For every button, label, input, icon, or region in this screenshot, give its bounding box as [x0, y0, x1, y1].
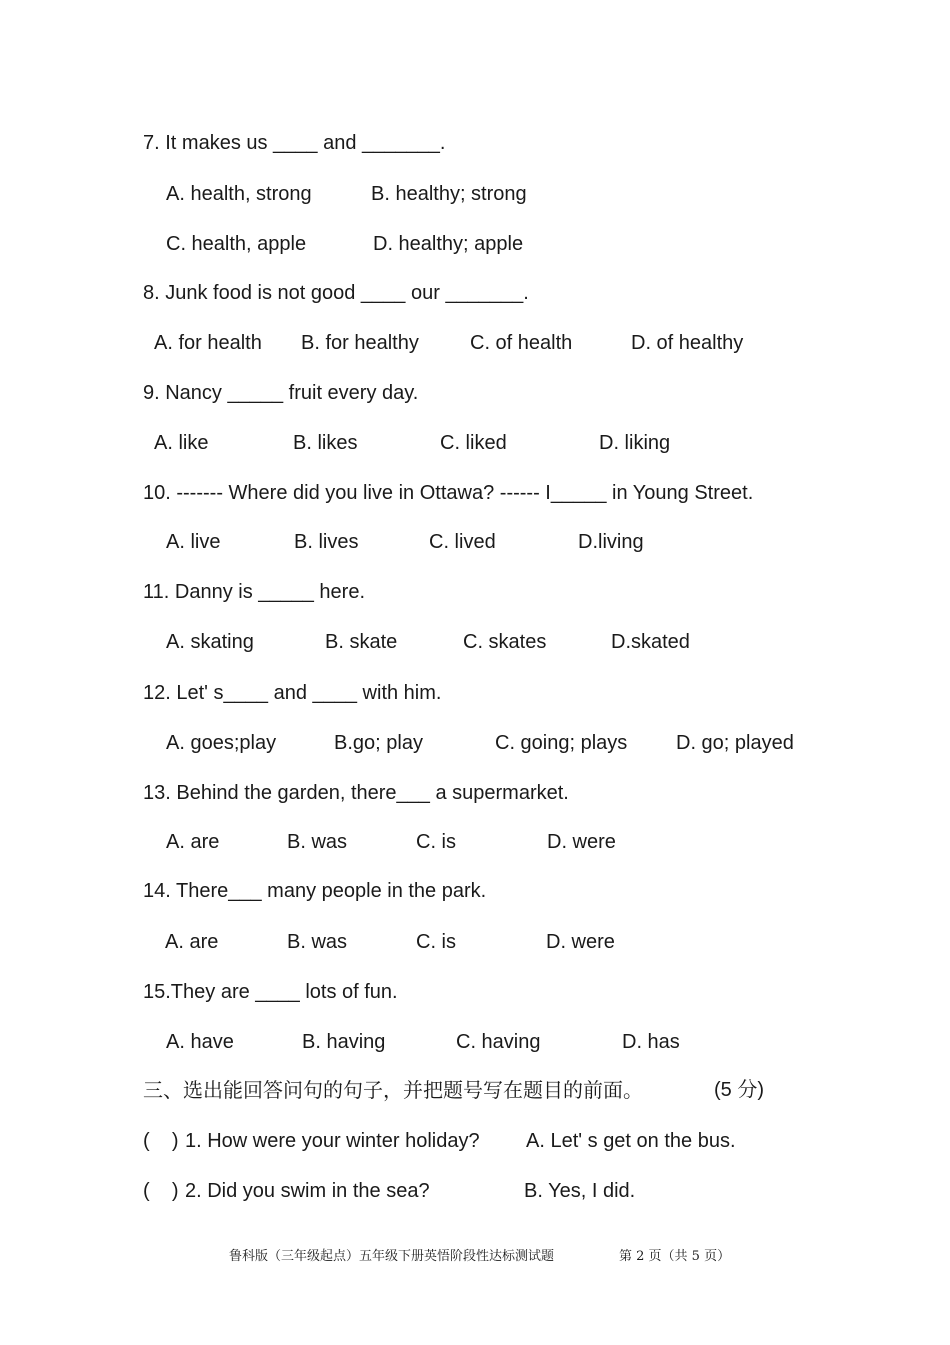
question-12-option-b: B.go; play — [334, 732, 423, 754]
question-8-option-a: A. for health — [154, 332, 262, 354]
answer-bracket: ( ) — [143, 1180, 179, 1202]
section-3-heading: 三、选出能回答问句的句子，并把题号写在题目的前面。 — [143, 1078, 643, 1102]
match-question-2: 2. Did you swim in the sea? — [185, 1180, 430, 1202]
question-9-option-b: B. likes — [293, 432, 358, 454]
question-7-option-d: D. healthy; apple — [373, 233, 524, 255]
question-14-option-d: D. were — [546, 931, 615, 953]
question-7-stem: 7. It makes us ____ and _______. — [143, 132, 446, 154]
question-7-option-b: B. healthy; strong — [371, 183, 527, 205]
question-15-option-b: B. having — [302, 1031, 386, 1053]
question-9-option-d: D. liking — [599, 432, 671, 454]
question-7-option-a: A. health, strong — [166, 183, 312, 205]
match-question-1: 1. How were your winter holiday? — [185, 1130, 480, 1152]
question-8-stem: 8. Junk food is not good ____ our _______. — [143, 282, 529, 304]
question-8-option-b: B. for healthy — [301, 332, 419, 354]
question-12-option-d: D. go; played — [676, 732, 794, 754]
question-8-option-d: D. of healthy — [631, 332, 744, 354]
question-10-stem: 10. ------- Where did you live in Ottawa? ------ I_____ in Young Street. — [143, 482, 754, 504]
question-11-option-c: C. skates — [463, 631, 547, 653]
question-9-stem: 9. Nancy _____ fruit every day. — [143, 382, 419, 404]
question-15-option-c: C. having — [456, 1031, 541, 1053]
question-14-option-a: A. are — [165, 931, 219, 953]
match-answer-b: B. Yes, I did. — [524, 1180, 636, 1202]
question-10-option-c: C. lived — [429, 531, 496, 553]
match-answer-a: A. Let' s get on the bus. — [526, 1130, 736, 1152]
question-10-option-b: B. lives — [294, 531, 359, 553]
question-13-option-d: D. were — [547, 831, 616, 853]
question-13-stem: 13. Behind the garden, there___ a supermarket. — [143, 782, 569, 804]
question-14-option-c: C. is — [416, 931, 456, 953]
question-12-option-a: A. goes;play — [166, 732, 277, 754]
answer-bracket: ( ) — [143, 1130, 179, 1152]
question-12-stem: 12. Let' s____ and ____ with him. — [143, 682, 442, 704]
question-11-option-b: B. skate — [325, 631, 398, 653]
question-13-option-a: A. are — [166, 831, 220, 853]
question-11-option-d: D.skated — [611, 631, 690, 653]
question-10-option-d: D.living — [578, 531, 644, 553]
question-14-stem: 14. There___ many people in the park. — [143, 880, 487, 902]
footer-page-number: 第 2 页（共 5 页） — [619, 1249, 731, 1264]
question-13-option-c: C. is — [416, 831, 456, 853]
footer-title: 鲁科版（三年级起点）五年级下册英悟阶段性达标测试题 — [229, 1249, 555, 1264]
question-14-option-b: B. was — [287, 931, 348, 953]
question-9-option-a: A. like — [154, 432, 209, 454]
question-11-option-a: A. skating — [166, 631, 254, 653]
question-7-option-c: C. health, apple — [166, 233, 307, 255]
question-11-stem: 11. Danny is _____ here. — [143, 581, 366, 603]
question-10-option-a: A. live — [166, 531, 221, 553]
question-13-option-b: B. was — [287, 831, 348, 853]
question-15-option-d: D. has — [622, 1031, 680, 1053]
question-12-option-c: C. going; plays — [495, 732, 628, 754]
question-15-stem: 15.They are ____ lots of fun. — [143, 981, 398, 1003]
question-9-option-c: C. liked — [440, 432, 507, 454]
question-8-option-c: C. of health — [470, 332, 573, 354]
section-3-score: (5 分) — [714, 1079, 764, 1101]
question-15-option-a: A. have — [166, 1031, 234, 1053]
